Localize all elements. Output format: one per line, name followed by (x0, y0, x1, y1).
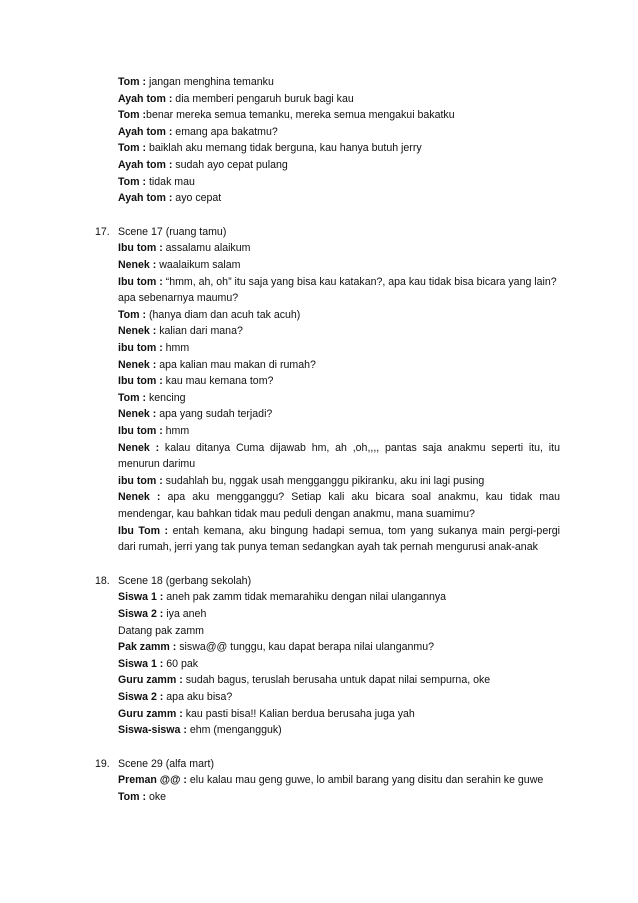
dialogue-line: Tom :benar mereka semua temanku, mereka semua mengakui bakatku (118, 109, 455, 122)
dialogue-line: Ibu tom : kau mau kemana tom? (118, 375, 274, 388)
dialogue-line: Tom : kencing (118, 391, 186, 404)
dialogue-line: Tom : oke (118, 791, 167, 803)
dialogue-line: Nenek : apa yang sudah terjadi? (118, 408, 273, 421)
dialogue-line: Siswa 1 : 60 pak (118, 657, 199, 670)
scene-heading: Scene 17 (ruang tamu) (118, 225, 227, 238)
dialogue-line: menurun darimu (118, 458, 196, 471)
list-number: 18. (95, 574, 110, 587)
scene-heading: Scene 29 (alfa mart) (118, 757, 214, 770)
dialogue-line: Nenek : apa kalian mau makan di rumah? (118, 358, 316, 371)
dialogue-line: Ayah tom : ayo cepat (118, 192, 222, 205)
list-number: 17. (95, 225, 110, 238)
dialogue-line: Preman @@ : elu kalau mau geng guwe, lo ambil barang yang disitu dan serahin ke guwe (118, 774, 544, 787)
dialogue-line: Siswa-siswa : ehm (mengangguk) (118, 724, 282, 737)
dialogue-line: Ayah tom : sudah ayo cepat pulang (118, 159, 288, 171)
dialogue-line: Tom : jangan menghina temanku (118, 76, 274, 88)
dialogue-line: apa sebenarnya maumu? (118, 292, 239, 305)
dialogue-line: Pak zamm : siswa@@ tunggu, kau dapat berapa nilai ulanganmu? (118, 641, 434, 654)
list-number: 19. (95, 757, 110, 770)
dialogue-line: Ayah tom : dia memberi pengaruh buruk bagi kau (118, 92, 354, 105)
dialogue-line: Tom : (hanya diam dan acuh tak acuh) (118, 308, 301, 321)
dialogue-line: Tom : tidak mau (118, 175, 195, 188)
dialogue-line: Siswa 2 : apa aku bisa? (118, 691, 233, 703)
dialogue-line: Ibu tom : assalamu alaikum (118, 242, 251, 255)
dialogue-line: Datang pak zamm (118, 624, 204, 637)
dialogue-line: ibu tom : hmm (118, 342, 190, 354)
dialogue-line: Guru zamm : sudah bagus, teruslah berusaha untuk dapat nilai sempurna, oke (118, 674, 491, 687)
dialogue-line: Nenek : kalian dari mana? (118, 325, 243, 338)
dialogue-line: Siswa 1 : aneh pak zamm tidak memarahiku dengan nilai ulangannya (118, 591, 447, 604)
dialogue-line: Guru zamm : kau pasti bisa!! Kalian berdua berusaha juga yah (118, 707, 415, 720)
scene-heading: Scene 18 (gerbang sekolah) (118, 574, 252, 587)
dialogue-line: Ayah tom : emang apa bakatmu? (118, 125, 278, 138)
dialogue-line: Nenek : apa aku mengganggu? Setiap kali aku bicara soal anakmu, kau tidak mau (118, 491, 560, 504)
dialogue-line: Ibu tom : hmm (118, 425, 190, 437)
dialogue-line: dari rumah, jerri yang tak punya teman sedangkan ayah tak pernah mengurusi anak-anak (118, 541, 538, 554)
dialogue-line: ibu tom : sudahlah bu, nggak usah mengganggu pikiranku, aku ini lagi pusing (118, 474, 485, 487)
dialogue-line: Ibu Tom : entah kemana, aku bingung hadapi semua, tom yang sukanya main pergi-pergi (118, 524, 560, 537)
dialogue-line: Nenek : kalau ditanya Cuma dijawab hm, ah ,oh,,,, pantas saja anakmu seperti itu, itu (118, 441, 560, 454)
dialogue-line: mendengar, kau bahkan tidak mau peduli dengan anakmu, mana suamimu? (118, 508, 475, 520)
dialogue-line: Ibu tom : “hmm, ah, oh” itu saja yang bisa kau katakan?, apa kau tidak bisa bicara yang lain? (118, 275, 557, 288)
dialogue-line: Tom : baiklah aku memang tidak berguna, kau hanya butuh jerry (118, 142, 422, 155)
dialogue-line: Nenek : waalaikum salam (118, 259, 241, 271)
dialogue-line: Siswa 2 : iya aneh (118, 608, 207, 620)
